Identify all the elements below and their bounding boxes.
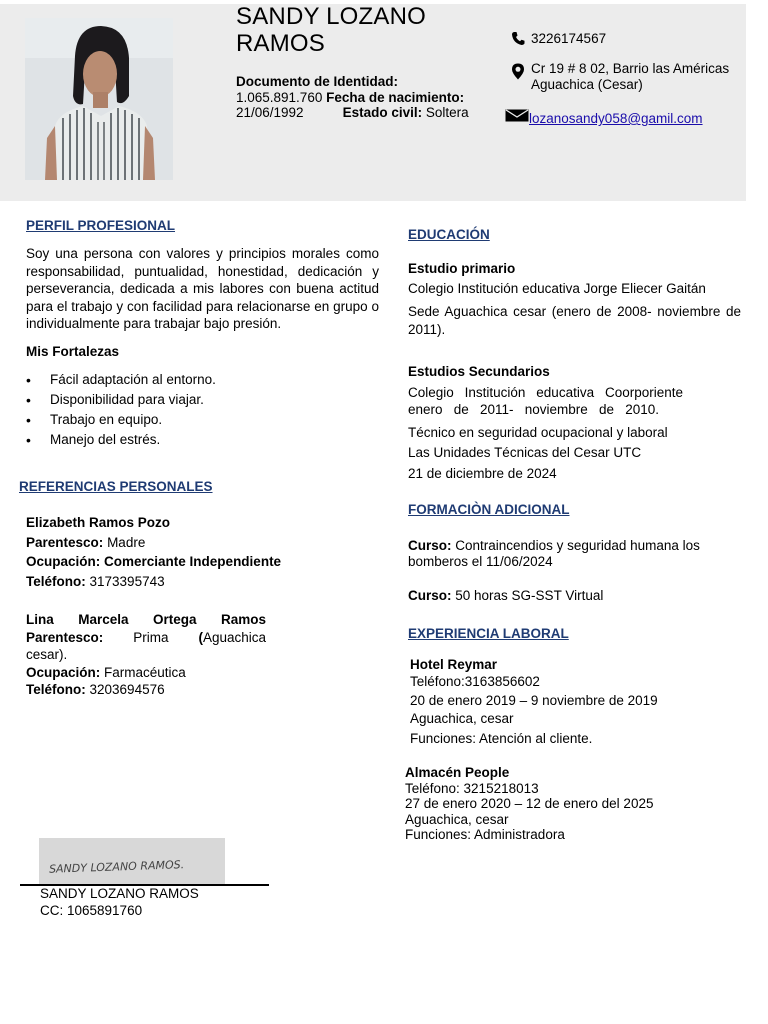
secondary-studies-dates: enero de 2011- noviembre de 2010. xyxy=(408,402,659,417)
job-1-company: Hotel Reymar xyxy=(410,657,498,672)
secondary-studies-title: Estudios Secundarios xyxy=(408,364,550,379)
phone-label: Teléfono: xyxy=(26,682,86,697)
profile-photo xyxy=(25,18,173,180)
job-1-duties: Funciones: Atención al cliente. xyxy=(410,731,593,746)
phone-value: 3173395743 xyxy=(89,573,165,589)
phone-icon xyxy=(511,31,525,51)
job-2-place: Aguachica, cesar xyxy=(405,811,509,827)
address-line-1: Cr 19 # 8 02, Barrio las Américas xyxy=(531,61,730,76)
course-2-text: 50 horas SG-SST Virtual xyxy=(455,588,604,603)
list-item: • Disponibilidad para viajar. xyxy=(26,390,326,410)
email-link[interactable]: lozanosandy058@gamil.com xyxy=(529,111,703,126)
list-item: • Fácil adaptación al entorno. xyxy=(26,370,326,390)
occupation-label: Ocupación: xyxy=(26,664,101,680)
birthdate-label: Fecha de nacimiento: xyxy=(326,89,465,105)
civil-status-label: Estado civil: xyxy=(342,105,423,120)
name-line-2: RAMOS xyxy=(236,30,326,57)
reference-1 xyxy=(26,513,281,591)
location-pin-icon xyxy=(511,63,525,85)
identity-block xyxy=(236,74,486,121)
job-2-phone: Teléfono: 3215218013 xyxy=(405,780,539,796)
candidate-name xyxy=(236,3,426,57)
experience-section-title: EXPERIENCIA LABORAL xyxy=(408,626,569,641)
kinship-open-paren: ( xyxy=(198,629,203,645)
job-1 xyxy=(410,657,658,749)
reference-1-name: Elizabeth Ramos Pozo xyxy=(26,515,171,530)
phone-label: Teléfono: xyxy=(26,573,86,589)
reference-2-name: Lina Marcela Ortega Ramos xyxy=(26,612,266,627)
kinship-label: Parentesco: xyxy=(26,629,104,645)
reference-2: Lina Marcela Ortega Ramos Parentesco: Prima (Aguachica cesar). Ocupación: Farmacéutica Teléfono: 3203694576 xyxy=(26,612,266,697)
job-1-phone: Teléfono:3163856602 xyxy=(410,674,540,689)
occupation-value: Comerciante Independiente xyxy=(104,554,282,569)
job-2 xyxy=(405,765,653,843)
profile-text: Soy una persona con valores y principios morales como responsabilidad, puntualidad, honestidad, dedicación y perseverancia, dedicada a mis labores con buena actitud para el trabajo y con facilidad para relacionarse en grupo o individualmente para trabajar bajo presión. xyxy=(26,246,379,331)
svg-text:SANDY LOZANO RAMOS.: SANDY LOZANO RAMOS. xyxy=(48,858,185,876)
technical-institution: Las Unidades Técnicas del Cesar UTC xyxy=(408,445,642,460)
signature-image xyxy=(39,838,225,884)
occupation-label: Ocupación: xyxy=(26,554,101,569)
technical-date: 21 de diciembre de 2024 xyxy=(408,466,557,481)
envelope-icon xyxy=(505,109,529,127)
document-label: Documento de Identidad: xyxy=(236,74,398,89)
primary-studies-school: Colegio Institución educativa Jorge Eliecer Gaitán xyxy=(408,281,706,296)
technical-degree: Técnico en seguridad ocupacional y laboral xyxy=(408,425,668,440)
job-1-place: Aguachica, cesar xyxy=(410,711,514,726)
primary-studies-title: Estudio primario xyxy=(408,261,516,276)
kinship-value: Prima xyxy=(133,629,169,645)
strengths-title: Mis Fortalezas xyxy=(26,344,120,359)
name-line-1: SANDY LOZANO xyxy=(236,3,427,30)
course-2 xyxy=(408,588,603,603)
secondary-studies-school: Colegio Institución educativa Coorporiente xyxy=(408,385,683,400)
phone-value: 3203694576 xyxy=(89,682,165,697)
signature-id: CC: 1065891760 xyxy=(40,903,143,918)
signature-name: SANDY LOZANO RAMOS xyxy=(40,886,199,901)
kinship-label: Parentesco: xyxy=(26,534,104,550)
job-2-duties: Funciones: Administradora xyxy=(405,827,565,842)
birthdate-value: 21/06/1992 xyxy=(236,105,304,120)
job-2-company: Almacén People xyxy=(405,765,510,780)
job-1-dates: 20 de enero 2019 – 9 noviembre de 2019 xyxy=(410,693,658,708)
references-section-title: REFERENCIAS PERSONALES xyxy=(19,479,213,494)
course-label: Curso: xyxy=(408,538,452,553)
civil-status-value: Soltera xyxy=(425,105,469,120)
address xyxy=(531,61,746,93)
primary-studies-dates: Sede Aguachica cesar (enero de 2008- noviembre de 2011). xyxy=(408,304,741,337)
phone-number: 3226174567 xyxy=(531,31,607,46)
list-item: • Trabajo en equipo. xyxy=(26,410,326,430)
signature-caption xyxy=(40,885,199,919)
document-value: 1.065.891.760 xyxy=(236,89,323,105)
profile-section-title: PERFIL PROFESIONAL xyxy=(26,218,176,233)
course-1 xyxy=(408,538,733,569)
education-section-title: EDUCACIÓN xyxy=(408,227,490,242)
address-line-2: Aguachica (Cesar) xyxy=(531,77,643,92)
kinship-value: Madre xyxy=(107,534,146,550)
job-2-dates: 27 de enero 2020 – 12 de enero del 2025 xyxy=(405,796,654,811)
training-section-title: FORMACIÒN ADICIONAL xyxy=(408,502,570,517)
occupation-value: Farmacéutica xyxy=(104,664,186,680)
strengths-list xyxy=(26,370,326,450)
course-label: Curso: xyxy=(408,588,452,603)
list-item: • Manejo del estrés. xyxy=(26,430,326,450)
course-1-text: Contraincendios y seguridad humana los bomberos el 11/06/2024 xyxy=(408,538,700,569)
